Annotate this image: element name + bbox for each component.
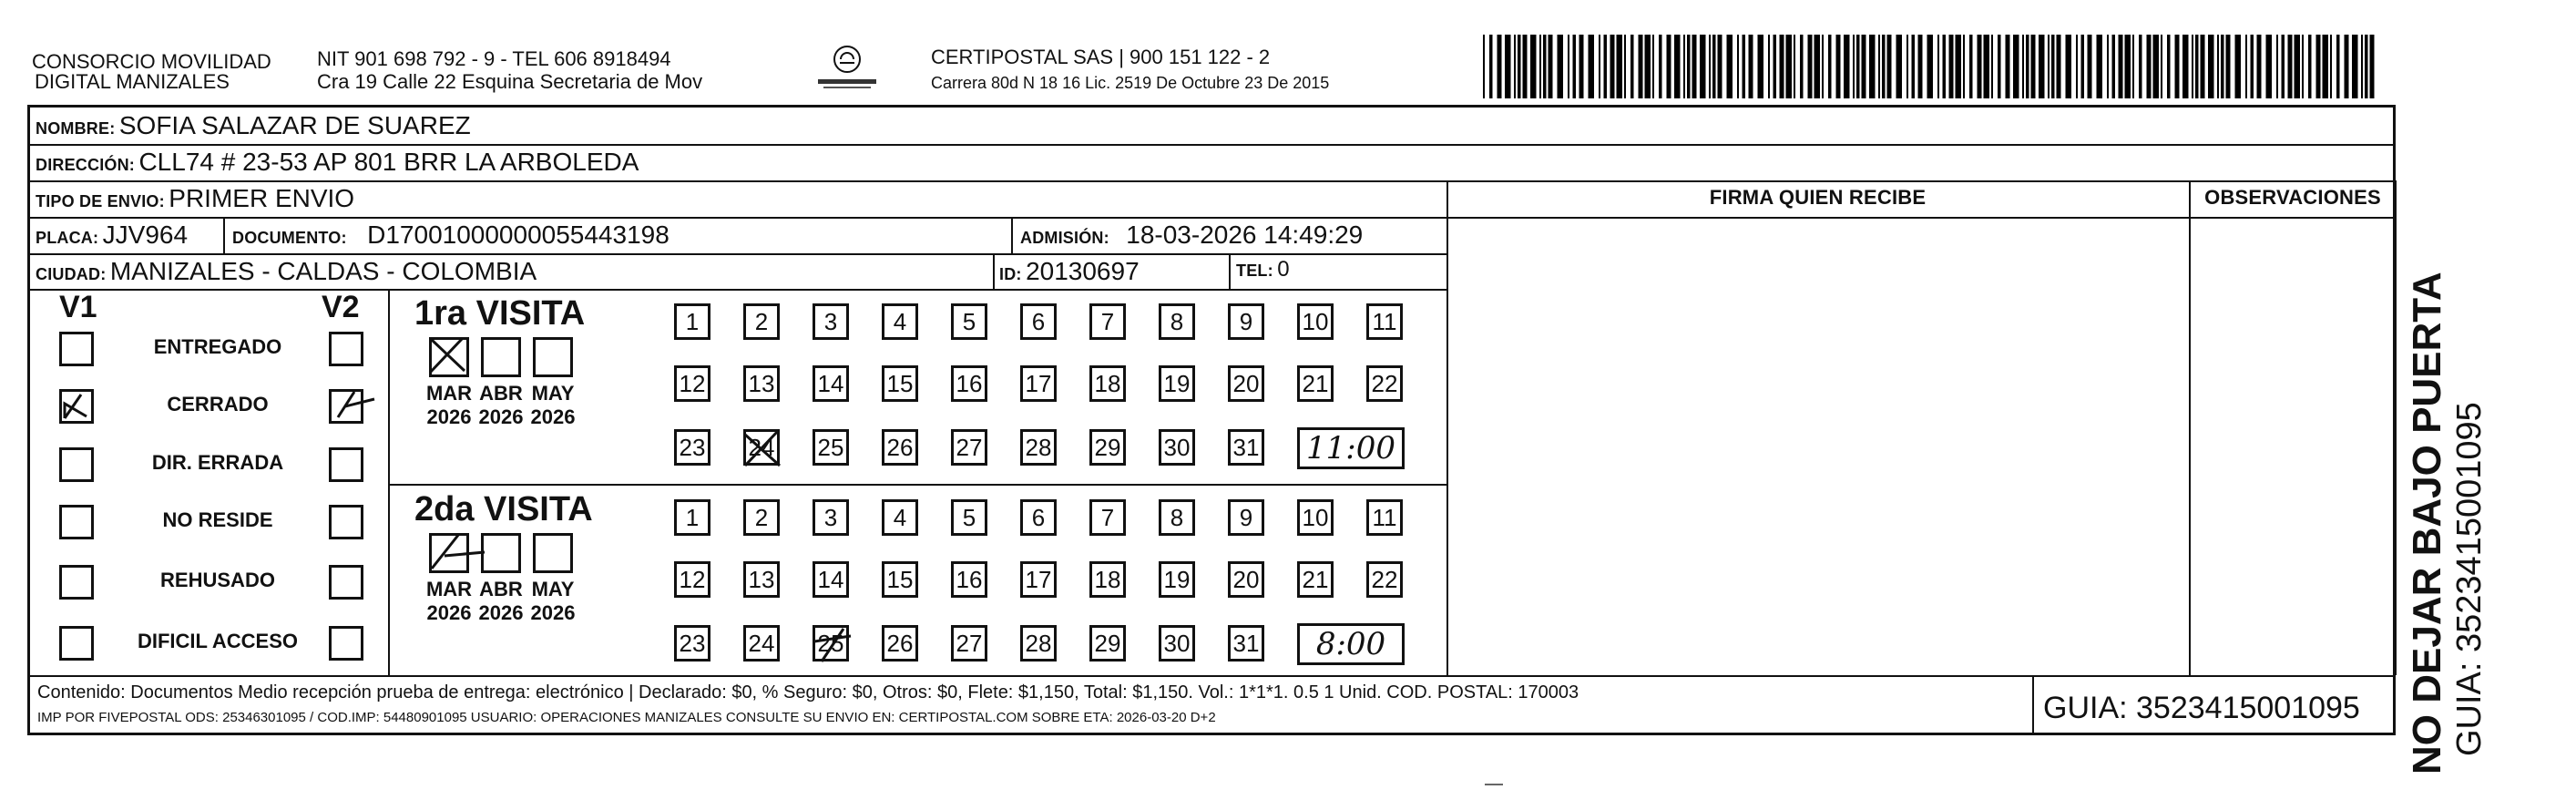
barcode-bar bbox=[1887, 35, 1892, 98]
barcode-bar bbox=[1800, 35, 1804, 98]
day-box-13[interactable]: 13 bbox=[743, 365, 780, 402]
barcode-bar bbox=[2316, 35, 2321, 98]
month-box-may[interactable] bbox=[533, 337, 573, 377]
barcode-bar bbox=[1645, 35, 1651, 98]
barcode-bar bbox=[1667, 35, 1671, 98]
tipo-envio-value: PRIMER ENVIO bbox=[169, 184, 355, 212]
day-box-26[interactable]: 26 bbox=[882, 625, 918, 662]
day-box-3[interactable]: 3 bbox=[813, 499, 849, 536]
barcode-bar bbox=[2282, 35, 2285, 98]
day-box-4[interactable]: 4 bbox=[882, 499, 918, 536]
month-year: 2026 bbox=[478, 405, 524, 428]
day-box-25[interactable]: 25 bbox=[813, 429, 849, 466]
barcode-bar bbox=[2330, 35, 2332, 98]
month-label bbox=[521, 578, 585, 625]
month-box-may[interactable] bbox=[533, 533, 573, 573]
day-box-6[interactable]: 6 bbox=[1020, 303, 1057, 340]
barcode-bar bbox=[2175, 35, 2180, 98]
barcode-bar bbox=[2097, 35, 2103, 98]
month-name: MAR bbox=[425, 578, 473, 600]
barcode-bar bbox=[1786, 35, 1793, 98]
barcode-bar bbox=[2288, 35, 2293, 98]
certipostal-logo bbox=[811, 41, 884, 96]
day-box-4[interactable]: 4 bbox=[882, 303, 918, 340]
barcode-bar bbox=[1808, 35, 1813, 98]
nombre-value: SOFIA SALAZAR DE SUAREZ bbox=[118, 111, 471, 139]
barcode-bar bbox=[1639, 35, 1643, 98]
month-name: ABR bbox=[479, 382, 523, 405]
status-option-label: DIFICIL ACCESO bbox=[137, 630, 298, 652]
barcode-bar bbox=[1604, 35, 1608, 98]
day-box-30[interactable]: 30 bbox=[1159, 625, 1195, 662]
barcode-bar bbox=[1749, 35, 1753, 98]
day-box-22[interactable]: 22 bbox=[1366, 365, 1403, 402]
v2-checkbox[interactable] bbox=[329, 565, 363, 600]
barcode-bar bbox=[2323, 35, 2329, 98]
barcode-bar bbox=[1862, 35, 1866, 98]
observaciones-header: OBSERVACIONES bbox=[2204, 186, 2381, 209]
month-label bbox=[521, 382, 585, 429]
contents-line: Contenido: Documentos Medio recepción prueba de entrega: electrónico | Declarado: $0, % Seguro: $0, Otros: $0, Flete: $1,150, Total: $1,150. Vol.: 1*1*1. 0.5 1 Unid. COD. POSTAL: 170003 bbox=[37, 682, 1579, 703]
barcode-bar bbox=[1718, 35, 1722, 98]
barcode-bar bbox=[2370, 35, 2375, 98]
month-box-mar[interactable] bbox=[429, 533, 469, 573]
day-box-25[interactable]: 25 bbox=[813, 625, 849, 662]
barcode-bar bbox=[1878, 35, 1880, 98]
barcode-bar bbox=[2235, 35, 2242, 98]
day-box-7[interactable]: 7 bbox=[1089, 499, 1126, 536]
tel-value: 0 bbox=[1277, 257, 1290, 282]
barcode-bar bbox=[1709, 35, 1711, 98]
month-name: MAY bbox=[531, 382, 575, 405]
barcode-bar bbox=[2132, 35, 2134, 98]
v2-checkbox[interactable] bbox=[329, 447, 363, 482]
second-visit-title: 2da VISITA bbox=[414, 490, 593, 528]
barcode-bar bbox=[1558, 35, 1564, 98]
barcode-bar bbox=[2276, 35, 2278, 98]
courier-address: Carrera 80d N 18 16 Lic. 2519 De Octubre 23 De 2015 bbox=[931, 74, 1330, 92]
status-option-label: REHUSADO bbox=[160, 569, 275, 591]
day-box-16[interactable]: 16 bbox=[951, 365, 987, 402]
ciudad-label: CIUDAD: bbox=[36, 265, 107, 283]
barcode-bar bbox=[2182, 35, 2189, 98]
barcode-bar bbox=[2266, 35, 2273, 98]
day-box-29[interactable]: 29 bbox=[1089, 429, 1126, 466]
barcode-bar bbox=[1822, 35, 1824, 98]
day-box-15[interactable]: 15 bbox=[882, 365, 918, 402]
day-box-23[interactable]: 23 bbox=[674, 625, 710, 662]
scan-mark bbox=[1485, 784, 1503, 785]
month-box-mar[interactable] bbox=[429, 337, 469, 377]
barcode-bar bbox=[1727, 35, 1733, 98]
check-mark bbox=[329, 383, 393, 419]
barcode-bar bbox=[1539, 35, 1541, 98]
day-box-24[interactable]: 24 bbox=[743, 429, 780, 466]
barcode-bar bbox=[2153, 35, 2160, 98]
barcode-bar bbox=[1683, 35, 1685, 98]
day-box-24[interactable]: 24 bbox=[743, 625, 780, 662]
day-box-23[interactable]: 23 bbox=[674, 429, 710, 466]
barcode-bar bbox=[1937, 35, 1939, 98]
barcode-bar bbox=[1483, 35, 1485, 98]
barcode-bar bbox=[1828, 35, 1832, 98]
day-box-11[interactable]: 11 bbox=[1366, 499, 1403, 536]
barcode-bar bbox=[1518, 35, 1521, 98]
barcode-bar bbox=[1543, 35, 1547, 98]
barcode-bar bbox=[1774, 35, 1777, 98]
company-name-line2: DIGITAL MANIZALES bbox=[35, 70, 230, 93]
barcode-bar bbox=[1943, 35, 1947, 98]
barcode-bar bbox=[1712, 35, 1716, 98]
barcode-bar bbox=[2195, 35, 2199, 98]
day-box-26[interactable]: 26 bbox=[882, 429, 918, 466]
v1-checkbox[interactable] bbox=[59, 565, 94, 600]
barcode-bar bbox=[2013, 35, 2019, 98]
documento-value: D17001000000055443198 bbox=[367, 221, 670, 249]
tel-label: TEL: bbox=[1236, 262, 1273, 280]
barcode-bar bbox=[1523, 35, 1528, 98]
guia-footer: GUIA: 3523415001095 bbox=[2043, 691, 2360, 725]
day-box-20[interactable]: 20 bbox=[1228, 365, 1264, 402]
month-year: 2026 bbox=[478, 601, 524, 624]
barcode-bar bbox=[2245, 35, 2247, 98]
direccion-value: CLL74 # 23-53 AP 801 BRR LA ARBOLEDA bbox=[138, 148, 639, 176]
barcode-bar bbox=[1768, 35, 1770, 98]
day-box-16[interactable]: 16 bbox=[951, 561, 987, 598]
v2-header: V2 bbox=[322, 290, 360, 324]
first-visit-title: 1ra VISITA bbox=[414, 294, 586, 333]
day-box-8[interactable]: 8 bbox=[1159, 499, 1195, 536]
barcode-bar bbox=[1568, 35, 1569, 98]
barcode-bar bbox=[2066, 35, 2072, 98]
day-box-7[interactable]: 7 bbox=[1089, 303, 1126, 340]
day-box-18[interactable]: 18 bbox=[1089, 561, 1126, 598]
barcode-bar bbox=[2192, 35, 2193, 98]
barcode-bar bbox=[2161, 35, 2162, 98]
status-option-label: ENTREGADO bbox=[153, 335, 282, 358]
placa-label: PLACA: bbox=[36, 229, 99, 247]
barcode-bar bbox=[2352, 35, 2358, 98]
barcode-bar bbox=[1489, 35, 1493, 98]
company-address: Cra 19 Calle 22 Esquina Secretaria de Mov bbox=[317, 70, 703, 93]
barcode-bar bbox=[2208, 35, 2214, 98]
barcode-bar bbox=[1969, 35, 1973, 98]
barcode-bar bbox=[2226, 35, 2231, 98]
day-box-20[interactable]: 20 bbox=[1228, 561, 1264, 598]
barcode-bar bbox=[2119, 35, 2123, 98]
month-year: 2026 bbox=[426, 601, 472, 624]
barcode-bar bbox=[1687, 35, 1691, 98]
barcode-bar bbox=[1498, 35, 1502, 98]
barcode-bar bbox=[2112, 35, 2116, 98]
barcode-bar bbox=[1700, 35, 1706, 98]
day-box-22[interactable]: 22 bbox=[1366, 561, 1403, 598]
barcode-bar bbox=[2039, 35, 2045, 98]
barcode-bar bbox=[1737, 35, 1739, 98]
day-box-1[interactable]: 1 bbox=[674, 303, 710, 340]
barcode-bar bbox=[2125, 35, 2131, 98]
barcode-bar bbox=[2365, 35, 2368, 98]
documento-label: DOCUMENTO: bbox=[232, 229, 347, 247]
barcode-bar bbox=[2308, 35, 2312, 98]
barcode-bar bbox=[2022, 35, 2024, 98]
v1-checkbox[interactable] bbox=[59, 505, 94, 539]
barcode-bar bbox=[1963, 35, 1965, 98]
v1-checkbox[interactable] bbox=[59, 447, 94, 482]
day-box-27[interactable]: 27 bbox=[951, 429, 987, 466]
barcode-bar bbox=[1549, 35, 1553, 98]
day-box-31[interactable]: 31 bbox=[1228, 625, 1264, 662]
v2-checkbox[interactable] bbox=[329, 505, 363, 539]
barcode-bar bbox=[1814, 35, 1821, 98]
barcode-bar bbox=[1984, 35, 1990, 98]
barcode-bar bbox=[2217, 35, 2219, 98]
barcode-bar bbox=[1630, 35, 1634, 98]
day-box-5[interactable]: 5 bbox=[951, 499, 987, 536]
placa-value: JJV964 bbox=[102, 221, 189, 249]
admision-value: 18-03-2026 14:49:29 bbox=[1126, 221, 1364, 249]
side-guia: GUIA: 3523415001095 bbox=[2450, 402, 2489, 756]
delivery-form bbox=[27, 105, 2396, 735]
barcode-bar bbox=[1836, 35, 1841, 98]
day-box-27[interactable]: 27 bbox=[951, 625, 987, 662]
day-box-31[interactable]: 31 bbox=[1228, 429, 1264, 466]
barcode-bar bbox=[2006, 35, 2010, 98]
id-label: ID: bbox=[999, 265, 1022, 283]
month-name: ABR bbox=[479, 578, 523, 600]
day-box-19[interactable]: 19 bbox=[1159, 561, 1195, 598]
direccion-label: DIRECCIÓN: bbox=[36, 156, 135, 174]
barcode-bar bbox=[2221, 35, 2224, 98]
side-notice bbox=[2405, 272, 2489, 774]
day-box-21[interactable]: 21 bbox=[1297, 365, 1334, 402]
day-box-28[interactable]: 28 bbox=[1020, 429, 1057, 466]
day-box-18[interactable]: 18 bbox=[1089, 365, 1126, 402]
month-name: MAY bbox=[531, 578, 575, 600]
barcode-bar bbox=[1906, 35, 1908, 98]
v1-checkbox[interactable] bbox=[59, 626, 94, 661]
day-box-9[interactable]: 9 bbox=[1228, 499, 1264, 536]
barcode-bar bbox=[2076, 35, 2078, 98]
barcode-bar bbox=[2257, 35, 2262, 98]
v2-checkbox[interactable] bbox=[329, 389, 363, 424]
day-box-21[interactable]: 21 bbox=[1297, 561, 1334, 598]
day-box-19[interactable]: 19 bbox=[1159, 365, 1195, 402]
barcode-bar bbox=[1869, 35, 1876, 98]
day-box-5[interactable]: 5 bbox=[951, 303, 987, 340]
barcode-bar bbox=[2345, 35, 2349, 98]
id-value: 20130697 bbox=[1026, 257, 1140, 285]
day-box-3[interactable]: 3 bbox=[813, 303, 849, 340]
barcode-bar bbox=[1949, 35, 1954, 98]
handwritten-time-box[interactable]: 8:00 bbox=[1297, 623, 1405, 665]
imp-line: IMP POR FIVEPOSTAL ODS: 25346301095 / COD.IMP: 54480901095 USUARIO: OPERACIONES MANIZALES CONSULTE SU ENVIO EN: CERTIPOSTAL.COM SOBRE ETA: 2026-03-20 D+2 bbox=[37, 710, 1216, 725]
day-box-8[interactable]: 8 bbox=[1159, 303, 1195, 340]
firma-header: FIRMA QUIEN RECIBE bbox=[1709, 186, 1927, 209]
barcode-bar bbox=[2336, 35, 2340, 98]
barcode-bar bbox=[1918, 35, 1923, 98]
day-box-11[interactable]: 11 bbox=[1366, 303, 1403, 340]
barcode-bar bbox=[2026, 35, 2029, 98]
day-box-17[interactable]: 17 bbox=[1020, 365, 1057, 402]
day-box-2[interactable]: 2 bbox=[743, 499, 780, 536]
status-option-label: NO RESIDE bbox=[162, 508, 273, 531]
barcode-bar bbox=[1844, 35, 1850, 98]
day-box-28[interactable]: 28 bbox=[1020, 625, 1057, 662]
v2-checkbox[interactable] bbox=[329, 332, 363, 366]
barcode-bar bbox=[1674, 35, 1681, 98]
barcode-bar bbox=[2147, 35, 2152, 98]
barcode-bar bbox=[2295, 35, 2301, 98]
v1-checkbox[interactable] bbox=[59, 389, 94, 424]
day-box-15[interactable]: 15 bbox=[882, 561, 918, 598]
status-option-label: CERRADO bbox=[167, 393, 269, 415]
barcode-bar bbox=[1853, 35, 1855, 98]
barcode-bar bbox=[1573, 35, 1577, 98]
courier-name: CERTIPOSTAL SAS | 900 151 122 - 2 bbox=[931, 46, 1271, 68]
barcode-bar bbox=[1589, 35, 1595, 98]
month-mark bbox=[426, 333, 472, 378]
day-box-14[interactable]: 14 bbox=[813, 365, 849, 402]
barcode-bar bbox=[1743, 35, 1746, 98]
month-box-abr[interactable] bbox=[481, 337, 521, 377]
nombre-label: NOMBRE: bbox=[36, 119, 116, 138]
barcode-bar bbox=[1652, 35, 1654, 98]
barcode-bar bbox=[1998, 35, 2001, 98]
barcode-bar bbox=[2088, 35, 2092, 98]
day-box-13[interactable]: 13 bbox=[743, 561, 780, 598]
barcode-bar bbox=[1991, 35, 1993, 98]
v2-checkbox[interactable] bbox=[329, 626, 363, 661]
barcode bbox=[1483, 35, 2376, 98]
barcode-bar bbox=[1692, 35, 1697, 98]
day-box-10[interactable]: 10 bbox=[1297, 499, 1334, 536]
no-dejar-bajo-puerta: NO DEJAR BAJO PUERTA bbox=[2405, 272, 2449, 774]
check-mark bbox=[59, 389, 94, 424]
barcode-bar bbox=[2051, 35, 2055, 98]
day-box-29[interactable]: 29 bbox=[1089, 625, 1126, 662]
status-option-label: DIR. ERRADA bbox=[151, 451, 284, 474]
barcode-bar bbox=[1956, 35, 1962, 98]
barcode-bar bbox=[1758, 35, 1764, 98]
barcode-bar bbox=[2048, 35, 2050, 98]
barcode-bar bbox=[1530, 35, 1537, 98]
barcode-bar bbox=[1927, 35, 1934, 98]
barcode-bar bbox=[1624, 35, 1626, 98]
v1-checkbox[interactable] bbox=[59, 332, 94, 366]
barcode-bar bbox=[1978, 35, 1982, 98]
barcode-bar bbox=[2031, 35, 2036, 98]
barcode-bar bbox=[2107, 35, 2109, 98]
day-box-6[interactable]: 6 bbox=[1020, 499, 1057, 536]
barcode-bar bbox=[2302, 35, 2304, 98]
month-year: 2026 bbox=[530, 601, 576, 624]
barcode-bar bbox=[1579, 35, 1584, 98]
barcode-bar bbox=[1882, 35, 1886, 98]
barcode-bar bbox=[1505, 35, 1511, 98]
barcode-bar bbox=[1599, 35, 1600, 98]
handwritten-time-box[interactable]: 11:00 bbox=[1297, 427, 1405, 469]
barcode-bar bbox=[1659, 35, 1662, 98]
tipo-envio-label: TIPO DE ENVIO: bbox=[36, 192, 165, 210]
month-name: MAR bbox=[425, 382, 473, 405]
day-box-14[interactable]: 14 bbox=[813, 561, 849, 598]
barcode-bar bbox=[1912, 35, 1916, 98]
ciudad-value: MANIZALES - CALDAS - COLOMBIA bbox=[109, 257, 537, 285]
barcode-bar bbox=[2251, 35, 2254, 98]
barcode-bar bbox=[2167, 35, 2171, 98]
admision-label: ADMISIÓN: bbox=[1020, 229, 1109, 247]
barcode-bar bbox=[1780, 35, 1784, 98]
day-box-10[interactable]: 10 bbox=[1297, 303, 1334, 340]
company-nit: NIT 901 698 792 - 9 - TEL 606 8918494 bbox=[317, 47, 671, 70]
v1-header: V1 bbox=[59, 290, 97, 324]
day-box-30[interactable]: 30 bbox=[1159, 429, 1195, 466]
day-box-9[interactable]: 9 bbox=[1228, 303, 1264, 340]
day-box-17[interactable]: 17 bbox=[1020, 561, 1057, 598]
barcode-bar bbox=[1617, 35, 1623, 98]
month-year: 2026 bbox=[426, 405, 472, 428]
day-box-12[interactable]: 12 bbox=[674, 365, 710, 402]
barcode-bar bbox=[2081, 35, 2085, 98]
company-name-line1: CONSORCIO MOVILIDAD bbox=[32, 50, 271, 73]
day-box-1[interactable]: 1 bbox=[674, 499, 710, 536]
barcode-bar bbox=[2139, 35, 2142, 98]
barcode-bar bbox=[1514, 35, 1516, 98]
barcode-bar bbox=[1896, 35, 1903, 98]
barcode-bar bbox=[2361, 35, 2363, 98]
day-box-2[interactable]: 2 bbox=[743, 303, 780, 340]
month-box-abr[interactable] bbox=[481, 533, 521, 573]
barcode-bar bbox=[1794, 35, 1795, 98]
day-box-12[interactable]: 12 bbox=[674, 561, 710, 598]
barcode-bar bbox=[2057, 35, 2061, 98]
barcode-bar bbox=[2201, 35, 2205, 98]
barcode-bar bbox=[1856, 35, 1860, 98]
barcode-bar bbox=[1610, 35, 1615, 98]
month-year: 2026 bbox=[530, 405, 576, 428]
